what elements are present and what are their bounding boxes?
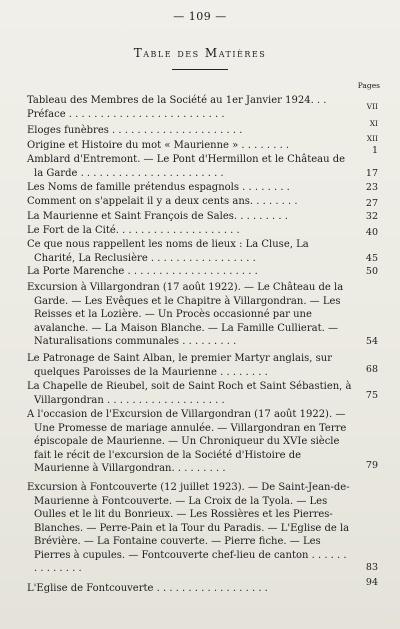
toc-entry-text: Le Fort de la Cité. . . . . . . . . . . . . . . . . . . .	[27, 225, 240, 236]
toc-entry-page: 17	[365, 168, 378, 179]
toc-entry-text: L'Eglise de Fontcouverte . . . . . . . . . . . . . . . . . .	[27, 583, 268, 594]
toc-entry-text: A l'occasion de l'Excursion de Villargondran (17 août 1922). — Une Promesse de mariage annulée. — Villargondran en Terre épiscopale de Maurienne. — Un Chroniqueur du XVIe siècle fait le récit de l'excursion de la Société d'Histoire de Maurienne à Villargondran. . . . . . . . .	[27, 409, 347, 474]
toc-entry-text: Comment on s'appelait il y a deux cents ans. . . . . . . .	[27, 196, 298, 207]
toc-entry-text: Préface . . . . . . . . . . . . . . . . . . . . . . . . .	[27, 109, 225, 120]
toc-entry-page: 79	[365, 460, 378, 471]
toc-entry-text: Amblard d'Entremont. — Le Pont d'Hermillon et le Château de la Garde . . . . . . . . . . . . . . . . . . . . . . .	[27, 154, 346, 179]
toc-entry-page: 45	[365, 253, 378, 264]
title-divider	[172, 69, 228, 70]
toc-entry-page: 54	[365, 336, 378, 347]
toc-entry-page: 27	[365, 198, 378, 209]
toc-entry-page: 83	[365, 562, 378, 573]
toc-entry-text: La Maurienne et Saint François de Sales. . . . . . . . .	[27, 211, 288, 222]
toc-entry-page: 23	[365, 182, 378, 193]
toc-entry-text: Les Noms de famille prétendus espagnols . . . . . . . .	[27, 182, 290, 193]
page-title: Table des Matières	[133, 46, 267, 60]
toc-entry-page: XII	[366, 134, 378, 143]
toc-entry-page: 50	[365, 266, 378, 277]
toc-entry-page: VII	[366, 102, 378, 111]
toc-entry-text: La Chapelle de Rieubel, soit de Saint Roch et Saint Sébastien, à Villargondran . . . . . . . . . . . . . . . . . . .	[27, 381, 352, 406]
toc-entry-page: 1	[371, 145, 378, 156]
toc-entry-text: La Porte Marenche . . . . . . . . . . . . . . . . . . . . .	[27, 266, 258, 277]
page-number: — 109 —	[173, 10, 227, 23]
toc-entry-text: Origine et Histoire du mot « Maurienne » . . . . . . . .	[27, 140, 290, 151]
toc-entry-page: 40	[365, 227, 378, 238]
pages-column-header: Pages	[357, 81, 380, 90]
toc-entry-page: XI	[369, 119, 378, 128]
toc-entry-text: Excursion à Villargondran (17 août 1922). — Le Château de la Garde. — Les Evêques et le Chapitre à Villargondran. — Les Reisses et la Lozière. — Un Procès occasionné par une avalanche. — La Maison Blanche. — La Famille Cullierat. — Naturalisations communales . . . . . . . . .	[27, 282, 344, 347]
toc-entry-page: 75	[365, 390, 378, 401]
toc-entry-page: 94	[365, 577, 378, 588]
toc-entry-text: Le Patronage de Saint Alban, le premier Martyr anglais, sur quelques Paroisses de la Maurienne . . . . . . . .	[27, 353, 332, 378]
toc-entry-page: 32	[365, 211, 378, 222]
toc-entry-text: Eloges funèbres . . . . . . . . . . . . . . . . . . . . .	[27, 125, 243, 136]
toc-entry-page: 68	[365, 364, 378, 375]
toc-entry-text: Tableau des Membres de la Société au 1er Janvier 1924. . .	[27, 95, 327, 106]
toc-entry-text: Excursion à Fontcouverte (12 juillet 1923). — De Saint-Jean-de-Maurienne à Fontcouverte. — La Croix de la Tyola. — Les Oulles et le lit du Bonrieux. — Les Rossières et les Pierres-Blanches. — Perre-Pain et la Tour du Paradis. — L'Eglise de la Brévière. — La Fontaine couverte. — Pierre fiche. — Les Pierres à cupules. — Fontcouverte chef-lieu de canton . . . . . . . . . . . . . .	[27, 482, 350, 574]
toc-entry-text: Ce que nous rappellent les noms de lieux : La Cluse, La Charité, La Reclusière . . . . . . . . . . . . . . . . .	[27, 239, 309, 264]
